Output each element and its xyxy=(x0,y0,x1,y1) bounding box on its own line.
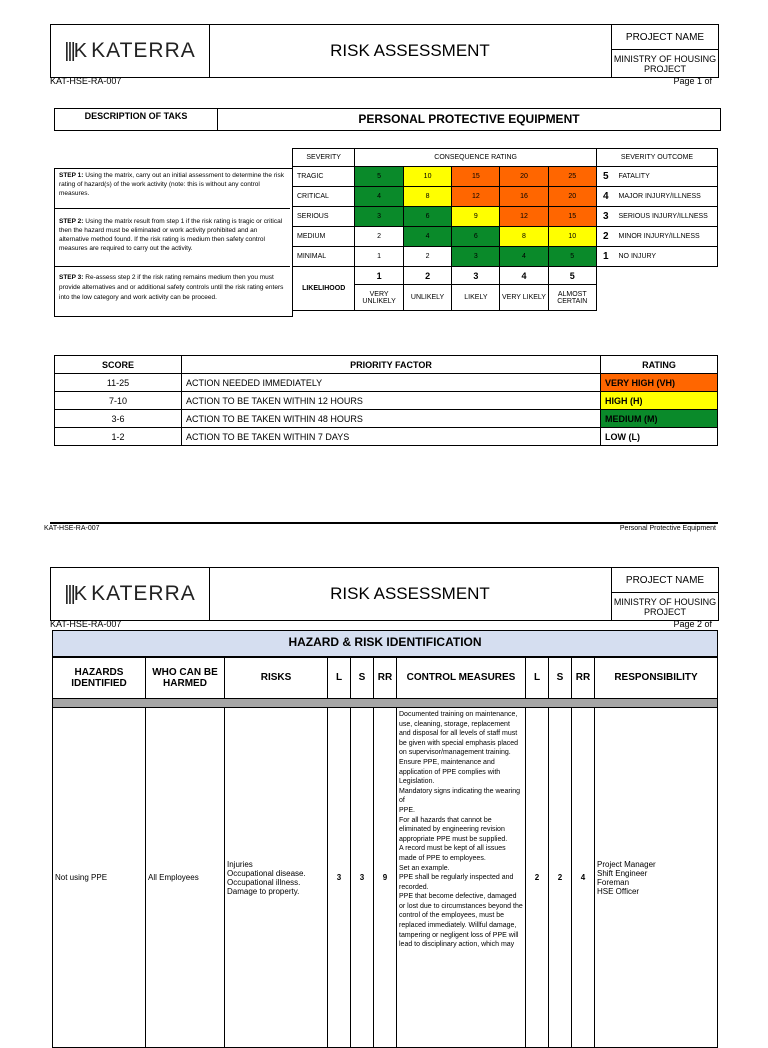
company-logo xyxy=(51,568,210,620)
risk-score-cell: 2 xyxy=(403,247,451,267)
risk-score-cell: 3 xyxy=(452,247,500,267)
col-who: WHO CAN BE HARMED xyxy=(146,657,225,699)
divider-row xyxy=(53,699,718,708)
priority-row xyxy=(55,428,718,446)
score-cell: 11-25 xyxy=(55,374,182,392)
rating-cell: VERY HIGH (VH) xyxy=(601,374,718,392)
project-name-value: MINISTRY OF HOUSING PROJECT xyxy=(613,53,717,74)
l-cell: 3 xyxy=(328,708,351,1048)
severity-number: 2 xyxy=(596,227,614,247)
risk-score-cell: 8 xyxy=(403,187,451,207)
risk-score-cell: 4 xyxy=(355,187,403,207)
likelihood-num: 3 xyxy=(452,267,500,285)
task-description xyxy=(54,108,721,131)
severity-number: 5 xyxy=(596,167,614,187)
severity-header: SEVERITY xyxy=(293,149,355,167)
control-measures-cell: Documented training on maintenance, use, cleaning, storage, replacement and disposal for all levels of staff must be given with special emphasis placed on supervisor/management training. Ensure PPE, maintenance and application of PPE complies with Legislation. Mandatory signs indicating the wearing of PPE. For all hazards that cannot be eliminated by engineering revision appropriate PPE must be supplied. A record must be kept of all issues made of PPE to employees. Set an example. PPE shall be regularly inspected and recorded. PPE that become defective, damaged or lost due to circumstances beyond the control of the employees, must be replaced immediately. Willful damage, tampering or negligent loss of PPE will lead to disciplinary action, which may xyxy=(397,708,526,1048)
priority-factor-cell: ACTION NEEDED IMMEDIATELY xyxy=(182,374,601,392)
page-number: Page 1 of xyxy=(673,76,712,86)
col-s2: S xyxy=(549,657,572,699)
risk-score-cell: 3 xyxy=(355,207,403,227)
task-value: PERSONAL PROTECTIVE EQUIPMENT xyxy=(358,112,580,126)
col-l: L xyxy=(328,657,351,699)
doc-code: KAT-HSE-RA-007 xyxy=(50,619,122,629)
outcome-header: SEVERITY OUTCOME xyxy=(596,149,717,167)
likelihood-word: LIKELY xyxy=(452,285,500,311)
priority-table xyxy=(54,355,718,446)
likelihood-label: LIKELIHOOD xyxy=(293,267,355,311)
score-header: SCORE xyxy=(55,356,182,374)
col-risks: RISKS xyxy=(225,657,328,699)
page-number: Page 2 of xyxy=(673,619,712,629)
col-hazards: HAZARDS IDENTIFIED xyxy=(53,657,146,699)
step-2: STEP 2: Using the matrix result from step 1 if the risk rating is tragic or critical then the hazard must be eliminated or work activity prohibited and an alternative method found. If the risk rating is medium then safety control measures are required to carry out the activity. xyxy=(55,215,290,267)
severity-outcome: MINOR INJURY/ILLNESS xyxy=(615,227,718,247)
risk-score-cell: 25 xyxy=(548,167,596,187)
hazard-cell: Not using PPE xyxy=(53,708,146,1048)
likelihood-num: 1 xyxy=(355,267,403,285)
risks-cell: Injuries Occupational disease. Occupational illness. Damage to property. xyxy=(225,708,328,1048)
rating-cell: MEDIUM (M) xyxy=(601,410,718,428)
risk-score-cell: 5 xyxy=(548,247,596,267)
likelihood-word: UNLIKELY xyxy=(403,285,451,311)
risk-score-cell: 9 xyxy=(452,207,500,227)
priority-row xyxy=(55,392,718,410)
likelihood-num: 4 xyxy=(500,267,548,285)
risk-score-cell: 12 xyxy=(452,187,500,207)
rr2-cell: 4 xyxy=(572,708,595,1048)
score-cell: 1-2 xyxy=(55,428,182,446)
risk-score-cell: 15 xyxy=(548,207,596,227)
matrix-row xyxy=(293,167,718,187)
risk-score-cell: 5 xyxy=(355,167,403,187)
risk-score-cell: 10 xyxy=(403,167,451,187)
document-title: RISK ASSESSMENT xyxy=(209,25,612,77)
footer-title: Personal Protective Equipment xyxy=(619,525,716,532)
logo-text: KATERRA xyxy=(91,582,196,605)
document-title: RISK ASSESSMENT xyxy=(209,568,612,620)
task-label: DESCRIPTION OF TAKS xyxy=(55,109,218,130)
responsibility-cell: Project Manager Shift Engineer Foreman HSE Officer xyxy=(595,708,718,1048)
rr-cell: 9 xyxy=(374,708,397,1048)
severity-label: MINIMAL xyxy=(293,247,355,267)
rating-cell: HIGH (H) xyxy=(601,392,718,410)
risk-score-cell: 6 xyxy=(403,207,451,227)
rating-header: RATING xyxy=(601,356,718,374)
footer-doc-code: KAT-HSE-RA-007 xyxy=(44,525,100,532)
severity-outcome: NO INJURY xyxy=(615,247,718,267)
step-1: STEP 1: Using the matrix, carry out an initial assessment to determine the risk rating of hazard(s) of the work activity (note: this is without any control measures. xyxy=(55,169,290,209)
matrix-row xyxy=(293,207,718,227)
risk-score-cell: 12 xyxy=(500,207,548,227)
project-name-label: PROJECT NAME xyxy=(612,25,718,50)
section-title: HAZARD & RISK IDENTIFICATION xyxy=(52,630,718,658)
doc-code: KAT-HSE-RA-007 xyxy=(50,76,122,86)
risk-score-cell: 16 xyxy=(500,187,548,207)
project-name-label: PROJECT NAME xyxy=(612,568,718,593)
col-l2: L xyxy=(526,657,549,699)
risk-score-cell: 20 xyxy=(548,187,596,207)
s-cell: 3 xyxy=(351,708,374,1048)
page2-header xyxy=(50,567,719,621)
likelihood-word: VERY LIKELY xyxy=(500,285,548,311)
priority-factor-cell: ACTION TO BE TAKEN WITHIN 12 HOURS xyxy=(182,392,601,410)
priority-factor-header: PRIORITY FACTOR xyxy=(182,356,601,374)
col-responsibility: RESPONSIBILITY xyxy=(595,657,718,699)
priority-factor-cell: ACTION TO BE TAKEN WITHIN 7 DAYS xyxy=(182,428,601,446)
likelihood-word: ALMOST CERTAIN xyxy=(548,285,596,311)
severity-outcome: FATALITY xyxy=(615,167,718,187)
severity-label: SERIOUS xyxy=(293,207,355,227)
page-divider xyxy=(50,522,718,524)
risk-score-cell: 4 xyxy=(500,247,548,267)
consequence-header: CONSEQUENCE RATING xyxy=(355,149,597,167)
risk-score-cell: 15 xyxy=(452,167,500,187)
risk-score-cell: 10 xyxy=(548,227,596,247)
likelihood-num: 2 xyxy=(403,267,451,285)
project-name-value: MINISTRY OF HOUSING PROJECT xyxy=(613,596,717,617)
severity-number: 4 xyxy=(596,187,614,207)
col-rr2: RR xyxy=(572,657,595,699)
matrix-row xyxy=(293,187,718,207)
matrix-row xyxy=(293,227,718,247)
severity-label: MEDIUM xyxy=(293,227,355,247)
priority-row xyxy=(55,374,718,392)
score-cell: 3-6 xyxy=(55,410,182,428)
step-3: STEP 3: Re-assess step 2 if the risk rating remains medium then you must provide alternatives and or additional safety controls until the risk rating enters into the low category and work activity can be proceed. xyxy=(59,274,284,301)
risk-score-cell: 6 xyxy=(452,227,500,247)
l2-cell: 2 xyxy=(526,708,549,1048)
risk-score-cell: 1 xyxy=(355,247,403,267)
risk-score-cell: 2 xyxy=(355,227,403,247)
col-s: S xyxy=(351,657,374,699)
priority-row xyxy=(55,410,718,428)
severity-outcome: MAJOR INJURY/ILLNESS xyxy=(615,187,718,207)
company-logo xyxy=(51,25,210,77)
katerra-logo-icon: |||K xyxy=(64,39,86,62)
who-cell: All Employees xyxy=(146,708,225,1048)
severity-outcome: SERIOUS INJURY/ILLNESS xyxy=(615,207,718,227)
risk-score-cell: 20 xyxy=(500,167,548,187)
logo-text: KATERRA xyxy=(91,39,196,62)
page1-header xyxy=(50,24,719,78)
col-control-measures: CONTROL MEASURES xyxy=(397,657,526,699)
severity-label: TRAGIC xyxy=(293,167,355,187)
col-rr: RR xyxy=(374,657,397,699)
matrix-row xyxy=(293,247,718,267)
risk-matrix xyxy=(292,148,718,311)
likelihood-num: 5 xyxy=(548,267,596,285)
severity-number: 1 xyxy=(596,247,614,267)
s2-cell: 2 xyxy=(549,708,572,1048)
risk-score-cell: 4 xyxy=(403,227,451,247)
priority-factor-cell: ACTION TO BE TAKEN WITHIN 48 HOURS xyxy=(182,410,601,428)
severity-label: CRITICAL xyxy=(293,187,355,207)
table-row xyxy=(53,708,718,1048)
score-cell: 7-10 xyxy=(55,392,182,410)
katerra-logo-icon: |||K xyxy=(64,582,86,605)
rating-cell: LOW (L) xyxy=(601,428,718,446)
hazard-table xyxy=(52,656,718,1048)
likelihood-word: VERY UNLIKELY xyxy=(355,285,403,311)
risk-score-cell: 8 xyxy=(500,227,548,247)
steps-box xyxy=(54,168,293,317)
severity-number: 3 xyxy=(596,207,614,227)
